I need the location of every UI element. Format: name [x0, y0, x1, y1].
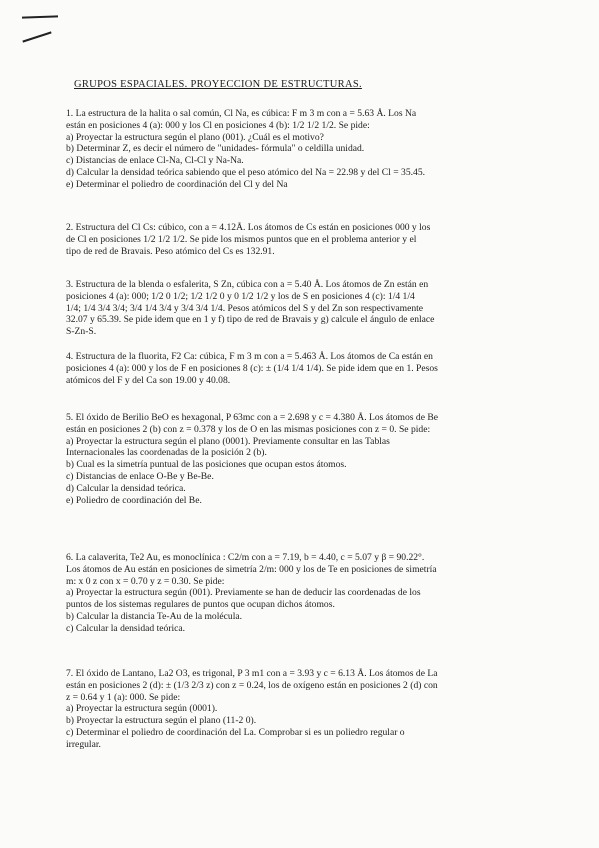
problem-line: c) Distancias de enlace Cl-Na, Cl-Cl y Na-Na. [66, 155, 244, 167]
problem-2 [66, 222, 546, 257]
problem-line: están en posiciones 2 (d): ± (1/3 2/3 z) con z = 0.24, los de oxígeno están en posiciones 2 (d) con [66, 679, 438, 691]
problem-line: b) Proyectar la estructura según el plano (11-2 0). [66, 715, 257, 727]
problem-line: Los átomos de Au están en posiciones de simetría 2/m: 000 y los de Te en posiciones de simetría [66, 563, 437, 575]
problem-line: posiciones 4 (a): 000; 1/2 0 1/2; 1/2 1/2 0 y 0 1/2 1/2 y los de S en posiciones 4 (c): 1/4 1/4 [66, 290, 415, 302]
problem-line: 2. Estructura del Cl Cs: cúbico, con a = 4.12Å. Los átomos de Cs están en posiciones 000 y los [66, 222, 431, 233]
problem-line: están en posiciones 4 (a): 000 y los Cl en posiciones 4 (b): 1/2 1/2 1/2. Se pide: [66, 119, 370, 131]
problem-line: están en posiciones 2 (b) con z = 0.378 y los de O en las mismas posiciones con z = 0. Se pide: [66, 423, 431, 435]
problem-7 [66, 668, 546, 751]
problem-1 [66, 108, 546, 191]
problem-line: d) Calcular la densidad teórica sabiendo que el peso atómico del Na = 22.98 y del Cl = 35.45. [66, 166, 426, 178]
document-title: GRUPOS ESPACIALES. PROYECCION DE ESTRUCTURAS. [74, 79, 362, 90]
problem-line: S-Zn-S. [66, 326, 97, 338]
problem-line: 3. Estructura de la blenda o esfalerita, S Zn, cúbica con a = 5.40 Å. Los átomos de Zn están en [66, 279, 429, 290]
problem-line: 5. El óxido de Berilio BeO es hexagonal, P 63mc con a = 2.698 y c = 4.380 Å. Los átomos de Be [66, 412, 439, 423]
problem-line: e) Poliedro de coordinación del Be. [66, 494, 202, 506]
pen-mark-2 [22, 31, 51, 42]
problem-line: a) Proyectar la estructura según (0001). [66, 703, 218, 715]
problem-line: b) Determinar Z, es decir el número de "unidades- fórmula" o celdilla unidad. [66, 143, 365, 155]
problem-line: atómicos del F y del Ca son 19.00 y 40.08. [66, 374, 231, 386]
problem-line: 6. La calaverita, Te2 Au, es monoclínica : C2/m con a = 7.19, b = 4.40, c = 5.07 y β = 90.22°. [66, 552, 425, 563]
problem-3 [66, 279, 546, 338]
problem-line: d) Calcular la densidad teórica. [66, 482, 186, 494]
problem-line: z = 0.64 y 1 (a): 000. Se pide: [66, 691, 181, 703]
problem-line: Internacionales las coordenadas de la posición 2 (b). [66, 447, 267, 459]
problem-line: posiciones 4 (a): 000 y los de F en posiciones 8 (c): ± (1/4 1/4 1/4). Se pide idem que en 1. Pesos [66, 362, 438, 374]
problem-line: irregular. [66, 738, 101, 750]
problem-line: 4. Estructura de la fluorita, F2 Ca: cúbica, F m 3 m con a = 5.463 Å. Los átomos de Ca están en [66, 351, 433, 362]
problem-line: de Cl en posiciones 1/2 1/2 1/2. Se pide los mismos puntos que en el problema anterior y el [66, 233, 417, 245]
problem-line: 32.07 y 65.39. Se pide idem que en 1 y f) tipo de red de Bravais y g) calcule el ángulo de enlace [66, 314, 435, 326]
problem-line: e) Determinar el poliedro de coordinación del Cl y del Na [66, 178, 288, 190]
problem-line: c) Calcular la densidad teórica. [66, 622, 186, 634]
problem-line: c) Distancias de enlace O-Be y Be-Be. [66, 470, 214, 482]
problem-line: 1. La estructura de la halita o sal común, Cl Na, es cúbica: F m 3 m con a = 5.63 Å. Los Na [66, 108, 417, 119]
problem-line: b) Cual es la simetría puntual de las posiciones que ocupan estos átomos. [66, 459, 347, 471]
problem-line: puntos de los sistemas regulares de puntos que ocupan dichos átomos. [66, 599, 335, 611]
problem-line: m: x 0 z con x = 0.70 y z = 0.30. Se pide: [66, 575, 225, 587]
problem-line: a) Proyectar la estructura según el plano (0001). Previamente consultar en las Tablas [66, 435, 390, 447]
problem-line: a) Proyectar la estructura según el plano (001). ¿Cuál es el motivo? [66, 131, 324, 143]
problem-line: c) Determinar el poliedro de coordinación del La. Comprobar si es un poliedro regular o [66, 726, 405, 738]
problem-line: tipo de red de Bravais. Peso atómico del Cs es 132.91. [66, 245, 275, 257]
problem-6 [66, 552, 546, 635]
problem-line: b) Calcular la distancia Te-Au de la molécula. [66, 610, 243, 622]
problem-line: a) Proyectar la estructura según (001). Previamente se han de deducir las coordenadas de los [66, 587, 421, 599]
problem-line: 7. El óxido de Lantano, La2 O3, es trigonal, P 3 m1 con a = 3.93 y c = 6.13 Å. Los átomos de La [66, 668, 438, 679]
pen-mark-1 [22, 15, 58, 18]
problem-line: 1/4; 1/4 3/4 3/4; 3/4 1/4 3/4 y 3/4 3/4 1/4. Pesos atómicos del S y del Zn son respectivamente [66, 302, 424, 314]
problem-5 [66, 412, 546, 506]
problem-4 [66, 351, 546, 386]
